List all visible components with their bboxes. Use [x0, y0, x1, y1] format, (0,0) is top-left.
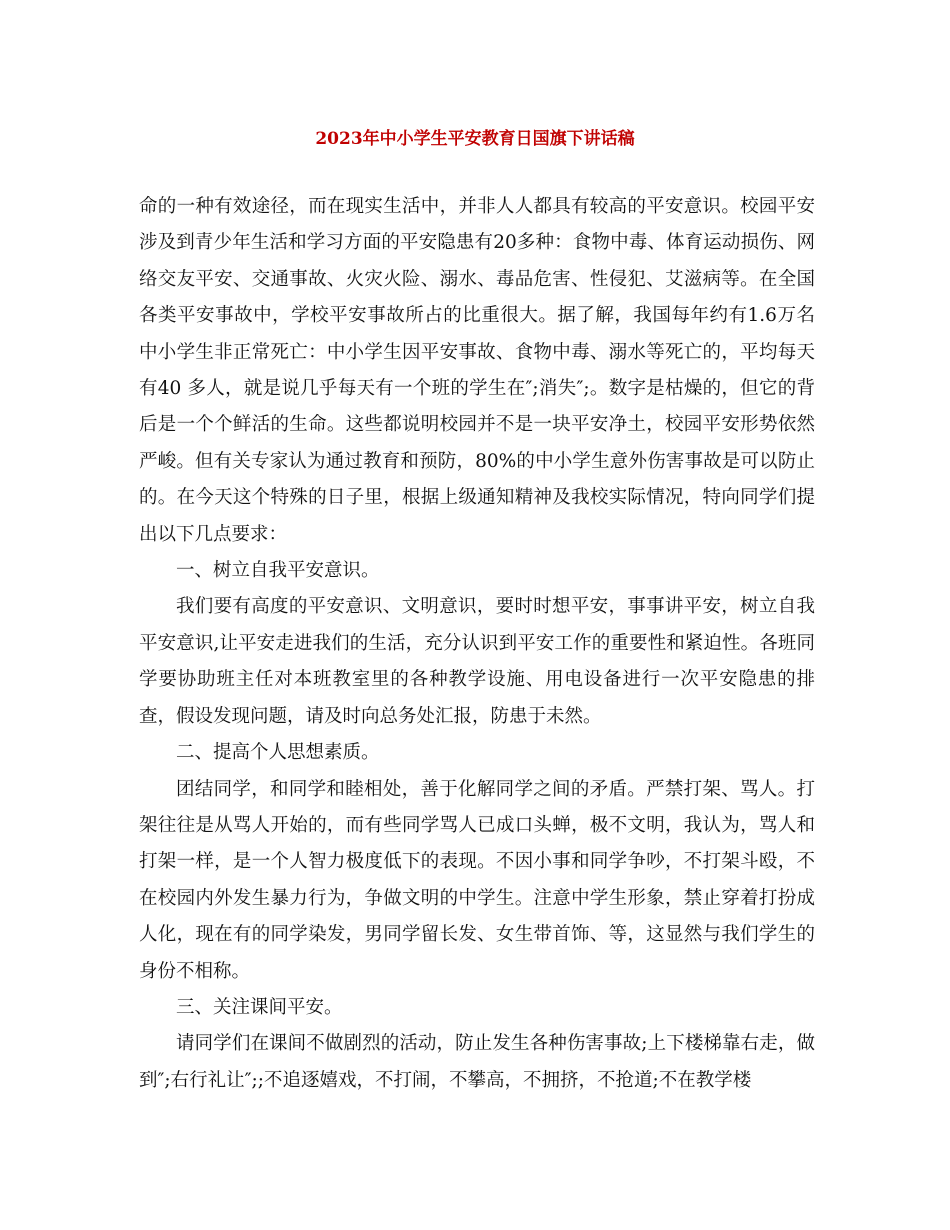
heading-section-1: 一、树立自我平安意识。 — [176, 560, 380, 582]
paragraph-section-1: 我们要有高度的平安意识、文明意识，要时时想平安，事事讲平安，树立自我平安意识,让平安走进我们的生活，充分认识到平安工作的重要性和紧迫性。各班同学要协助班主任对本班教室里的各种教学设施、用电设备进行一次平安隐患的排查，假设发现问题，请及时向总务处汇报，防患于未然。 — [139, 596, 815, 727]
document-title: 2023年中小学生平安教育日国旗下讲话稿 — [315, 129, 635, 149]
paragraph-section-2: 团结同学，和同学和睦相处，善于化解同学之间的矛盾。严禁打架、骂人。打架往往是从骂人开始的，而有些同学骂人已成口头蝉，极不文明，我认为，骂人和打架一样，是一个人智力极度低下的表现。不因小事和同学争吵，不打架斗殴，不在校园内外发生暴力行为，争做文明的中学生。注意中学生形象，禁止穿着打扮成人化，现在有的同学染发，男同学留长发、女生带首饰、等，这显然与我们学生的身份不相称。 — [139, 778, 815, 982]
document-body — [139, 189, 815, 1099]
heading-section-3: 三、关注课间平安。 — [176, 996, 343, 1018]
heading-section-2: 二、提高个人思想素质。 — [176, 742, 380, 764]
paragraph-section-3: 请同学们在课间不做剧烈的活动，防止发生各种伤害事故;上下楼梯靠右走，做到″;右行礼让″;;不追逐嬉戏，不打闹，不攀高，不拥挤，不抢道;不在教学楼 — [139, 1033, 815, 1091]
paragraph-intro: 命的一种有效途径，而在现实生活中，并非人人都具有较高的平安意识。校园平安涉及到青少年生活和学习方面的平安隐患有20多种：食物中毒、体育运动损伤、网络交友平安、交通事故、火灾火险、溺水、毒品危害、性侵犯、艾滋病等。在全国各类平安事故中，学校平安事故所占的比重很大。据了解，我国每年约有1.6万名中小学生非正常死亡：中小学生因平安事故、食物中毒、溺水等死亡的，平均每天有40 多人，就是说几乎每天有一个班的学生在″;消失″;。数字是枯燥的，但它的背后是一个个鲜活的生命。这些都说明校园并不是一块平安净土，校园平安形势依然严峻。但有关专家认为通过教育和预防，80%的中小学生意外伤害事故是可以防止的。在今天这个特殊的日子里，根据上级通知精神及我校实际情况，特向同学们提出以下几点要求： — [139, 196, 815, 545]
